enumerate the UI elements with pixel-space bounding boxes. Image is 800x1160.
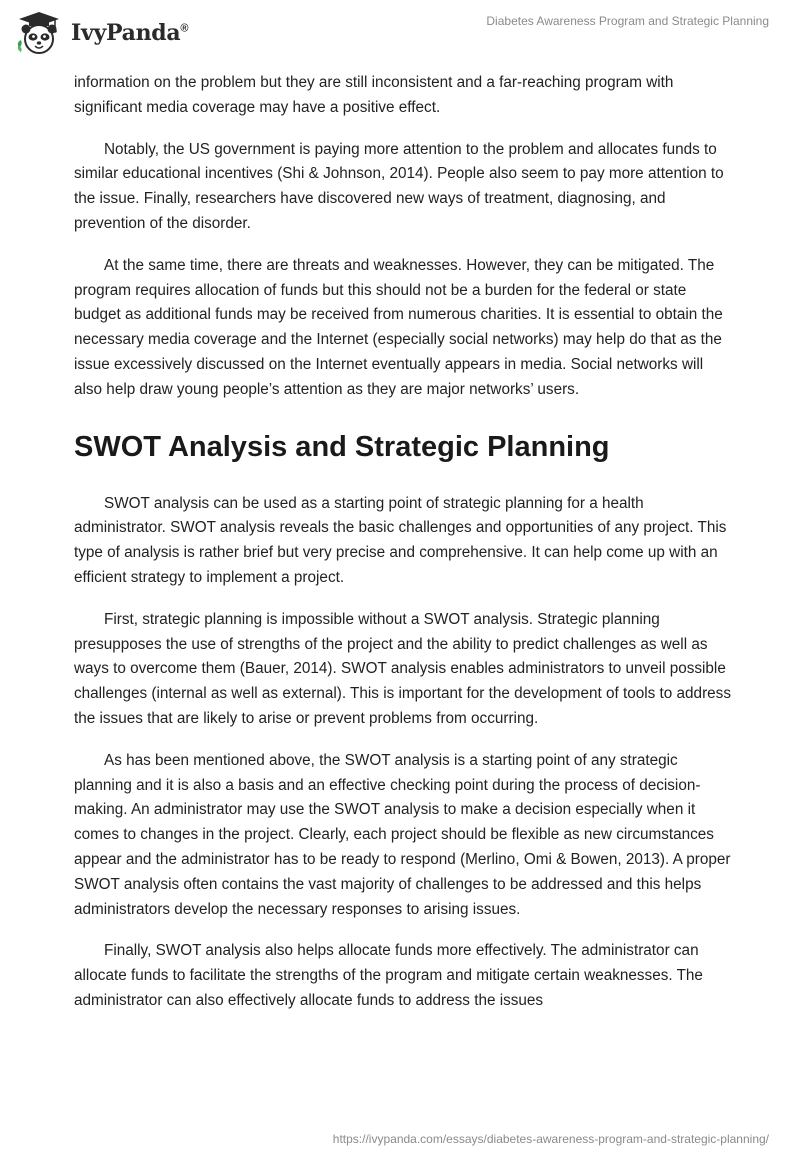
paragraph: At the same time, there are threats and weaknesses. However, they can be mitigated. The program requires allocation of funds but this should not be a burden for the federal or state budget as additional funds may be received from numerous charities. It is essential to obtain the necessary media coverage and the Internet (especially social networks) may help do that as the issue excessively discussed on the Internet eventually appears in media. Social networks will also help draw young people’s attention as they are major networks’ users. — [74, 256, 723, 398]
paragraph: First, strategic planning is impossible without a SWOT analysis. Strategic planning presupposes the use of strengths of the project and the ability to predict challenges as well as ways to overcome them (Bauer, 2014). SWOT analysis enables administrators to unveil possible challenges (internal as well as external). This is important for the development of tools to address the issues that are likely to arise or prevent problems from occurring. — [74, 610, 731, 727]
page-header — [0, 0, 800, 70]
source-url-link[interactable]: https://ivypanda.com/essays/diabetes-awareness-program-and-strategic-planning/ — [332, 1132, 769, 1146]
paragraph: As has been mentioned above, the SWOT analysis is a starting point of any strategic planning and it is also a basis and an effective checking point during the process of decision-making. An administrator may use the SWOT analysis to make a decision especially when it comes to changes in the project. Clearly, each project should be flexible as new circumstances appear and the administrator has to be ready to respond (Merlino, Omi & Bowen, 2013). A proper SWOT analysis often contains the vast majority of challenges to be addressed and this helps administrators develop the necessary responses to arising issues. — [74, 751, 731, 918]
panda-mascot-icon — [15, 10, 63, 56]
logo-wordmark — [71, 20, 188, 46]
paragraph: SWOT analysis can be used as a starting point of strategic planning for a health administrator. SWOT analysis reveals the basic challenges and opportunities of any project. This type of analysis is rather brief but very precise and comprehensive. It can help come up with an efficient strategy to implement a project. — [74, 494, 727, 586]
logo-name: IvyPanda — [71, 20, 181, 46]
paragraph: Notably, the US government is paying more attention to the problem and allocates funds to similar educational incentives (Shi & Johnson, 2014). People also seem to pay more attention to the issue. Finally, researchers have discovered new ways of treatment, diagnosing, and prevention of the disorder. — [74, 140, 724, 232]
registered-mark: ® — [180, 22, 189, 35]
paragraph: information on the problem but they are still inconsistent and a far-reaching program with significant media coverage may have a positive effect. — [74, 74, 674, 116]
document-title: Diabetes Awareness Program and Strategic Planning — [486, 14, 769, 28]
paragraph: Finally, SWOT analysis also helps allocate funds more effectively. The administrator can allocate funds to facilitate the strengths of the program and mitigate certain weaknesses. The administrator can also effectively allocate funds to address the issues — [74, 942, 703, 1009]
section-heading: SWOT Analysis and Strategic Planning — [74, 430, 610, 463]
essay-content — [74, 71, 734, 1031]
ivypanda-logo[interactable] — [15, 10, 188, 56]
